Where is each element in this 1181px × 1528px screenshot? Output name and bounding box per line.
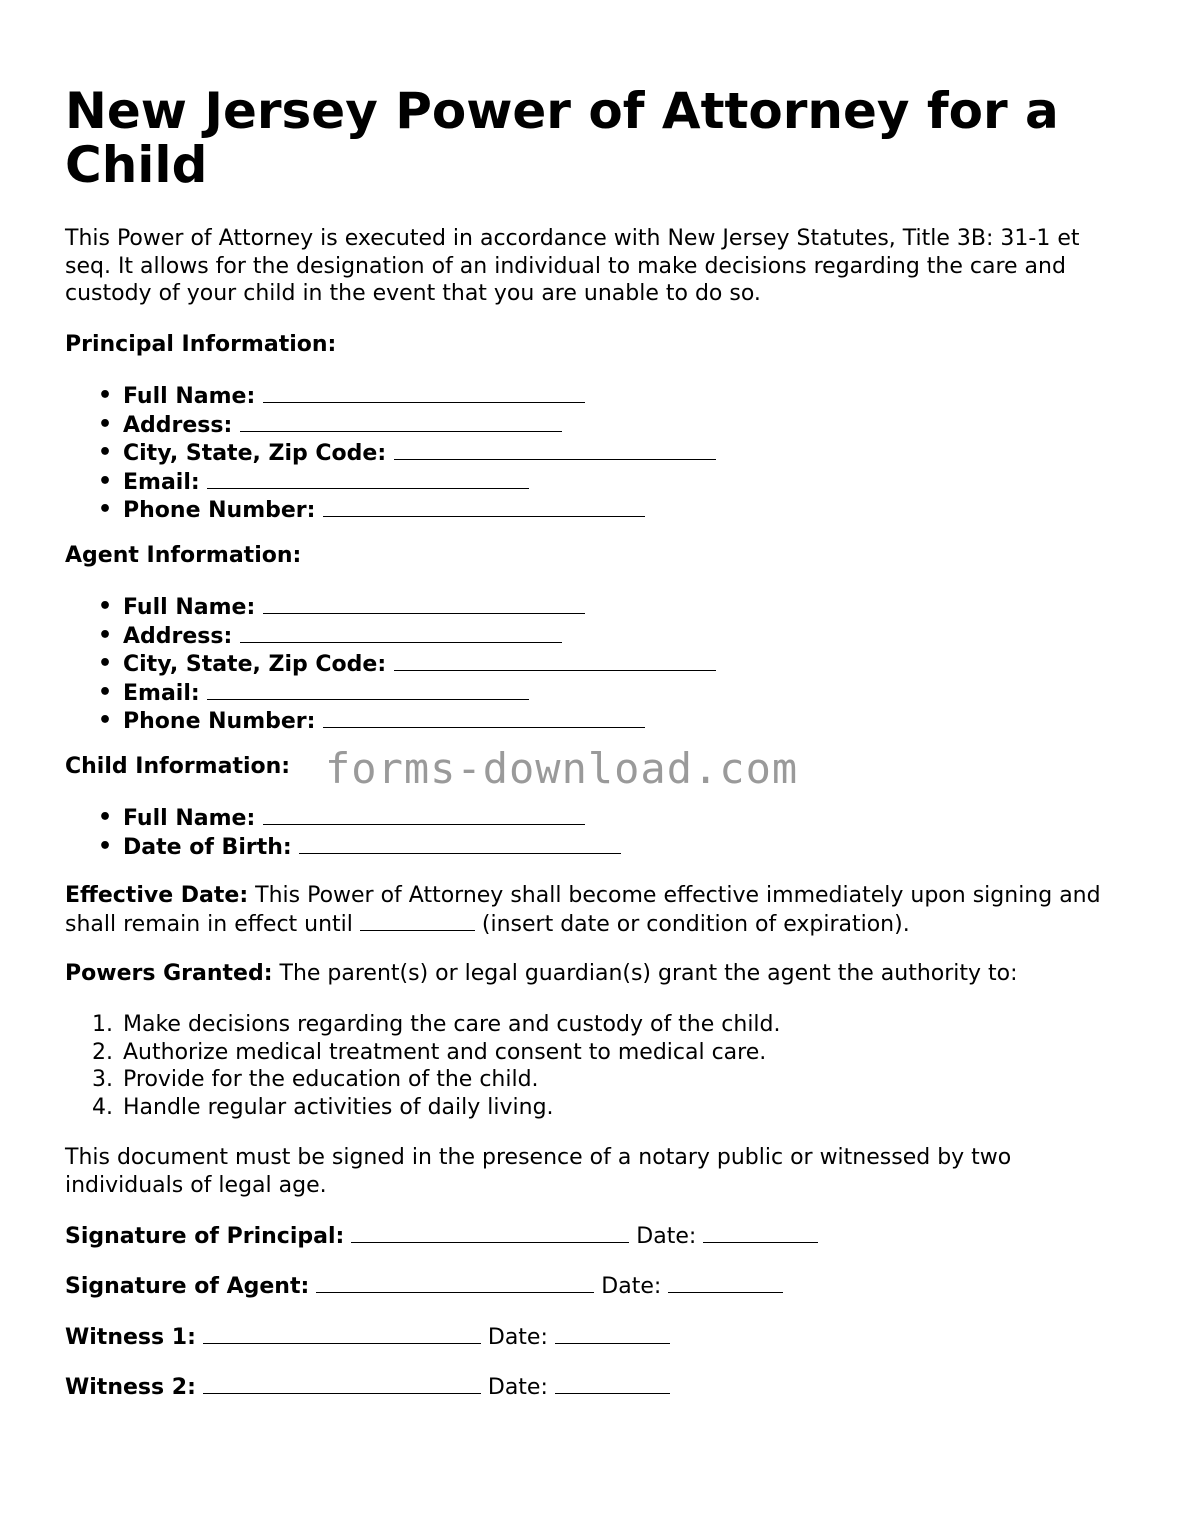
principal-signature-line: Signature of Principal: Date: <box>65 1222 818 1251</box>
child-heading: Child Information: <box>65 754 291 779</box>
power-item: 3. Provide for the education of the child. <box>92 1067 539 1092</box>
agent-address-field: • Address: <box>65 622 965 651</box>
agent-full-name-field: • Full Name: <box>65 593 965 622</box>
powers-paragraph: Powers Granted: The parent(s) or legal guardian(s) grant the agent the authority to: <box>65 961 1018 986</box>
agent-email-blank[interactable] <box>207 679 529 700</box>
principal-fields <box>65 382 965 525</box>
principal-signature-blank[interactable] <box>351 1222 629 1243</box>
principal-phone-field: • Phone Number: <box>65 496 965 525</box>
witness-2-line: Witness 2: Date: <box>65 1373 670 1402</box>
power-item: 2. Authorize medical treatment and consent to medical care. <box>92 1039 767 1065</box>
watermark: forms-download.com <box>325 744 799 793</box>
child-fields <box>65 804 965 861</box>
principal-city-field: • City, State, Zip Code: <box>65 439 965 468</box>
child-full-name-blank[interactable] <box>263 804 585 825</box>
child-dob-blank[interactable] <box>299 833 621 854</box>
principal-date-blank[interactable] <box>703 1222 818 1243</box>
agent-email-field: • Email: <box>65 679 965 708</box>
power-item: 4. Handle regular activities of daily living. <box>92 1094 554 1120</box>
witness-2-signature-blank[interactable] <box>203 1373 481 1394</box>
principal-email-blank[interactable] <box>207 468 529 489</box>
principal-address-blank[interactable] <box>240 411 562 432</box>
agent-phone-field: • Phone Number: <box>65 707 965 736</box>
effective-until-blank[interactable] <box>360 910 475 931</box>
agent-signature-blank[interactable] <box>316 1272 594 1293</box>
principal-heading: Principal Information: <box>65 332 337 357</box>
principal-full-name-field: • Full Name: <box>65 382 965 411</box>
child-full-name-field: • Full Name: <box>65 804 965 833</box>
agent-phone-blank[interactable] <box>323 707 645 728</box>
witness-1-date-blank[interactable] <box>555 1323 670 1344</box>
principal-address-field: • Address: <box>65 411 965 440</box>
agent-full-name-blank[interactable] <box>263 593 585 614</box>
principal-full-name-blank[interactable] <box>263 382 585 403</box>
agent-city-field: • City, State, Zip Code: <box>65 650 965 679</box>
child-dob-field: • Date of Birth: <box>65 833 965 862</box>
effective-date-paragraph: Effective Date: This Power of Attorney shall become effective immediately upon signing and shall remain in effect until (insert date or condition of expiration). <box>65 883 1101 937</box>
powers-list <box>65 1011 965 1121</box>
witness-2-date-blank[interactable] <box>555 1373 670 1394</box>
agent-address-blank[interactable] <box>240 622 562 643</box>
principal-email-field: • Email: <box>65 468 965 497</box>
witness-1-signature-blank[interactable] <box>203 1323 481 1344</box>
notary-notice: This document must be signed in the presence of a notary public or witnessed by two individuals of legal age. <box>65 1145 1012 1198</box>
intro-paragraph: This Power of Attorney is executed in accordance with New Jersey Statutes, Title 3B: 31-1 et seq. It allows for the designation of an individual to make decisions regarding the care and custody of your child in the event that you are unable to do so. <box>65 226 1080 306</box>
agent-heading: Agent Information: <box>65 543 302 568</box>
witness-1-line: Witness 1: Date: <box>65 1323 670 1352</box>
agent-signature-line: Signature of Agent: Date: <box>65 1272 783 1301</box>
principal-phone-blank[interactable] <box>323 496 645 517</box>
document-title: New Jersey Power of Attorney for a Child <box>65 82 1059 194</box>
agent-city-blank[interactable] <box>394 650 716 671</box>
agent-date-blank[interactable] <box>668 1272 783 1293</box>
agent-fields <box>65 593 965 736</box>
power-item: 1. Make decisions regarding the care and custody of the child. <box>92 1012 781 1037</box>
principal-city-blank[interactable] <box>394 439 716 460</box>
